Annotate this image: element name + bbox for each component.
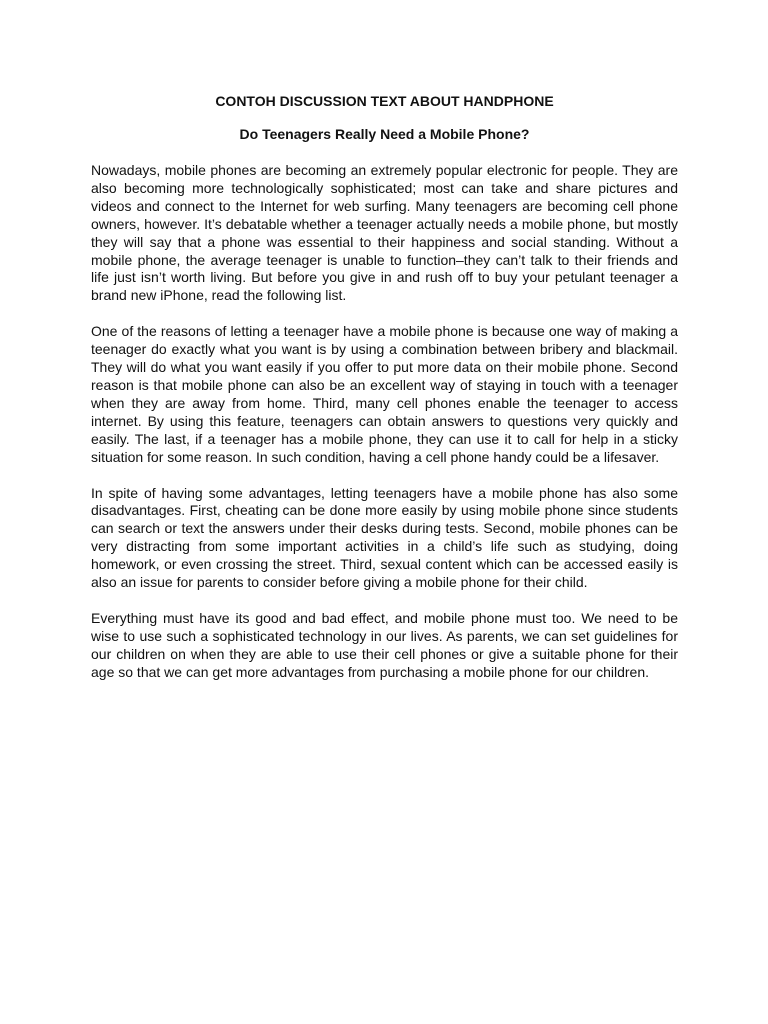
document-page [91, 92, 678, 682]
paragraph-conclusion: Everything must have its good and bad effect, and mobile phone must too. We need to be wise to use such a sophisticated technology in our lives. As parents, we can set guidelines for our children on when they are able to use their cell phones or give a suitable phone for their age so that we can get more advantages from purchasing a mobile phone for our children. [91, 609, 678, 680]
paragraph-introduction: Nowadays, mobile phones are becoming an extremely popular electronic for people. They are also becoming more technologically sophisticated; most can take and share pictures and videos and connect to the Internet for web surfing. Many teenagers are becoming cell phone owners, however. It’s debatable whether a teenager actually needs a mobile phone, but mostly they will say that a phone was essential to their happiness and social standing. Without a mobile phone, the average teenager is unable to function–they can’t talk to their friends and life just isn’t worth living. But before you give in and rush off to buy your petulant teenager a brand new iPhone, read the following list. [91, 162, 678, 304]
document-subtitle: Do Teenagers Really Need a Mobile Phone? [239, 126, 530, 142]
paragraph-advantages: One of the reasons of letting a teenager have a mobile phone is because one way of making a teenager do exactly what you want is by using a combination between bribery and blackmail. They will do what you want easily if you offer to put more data on their mobile phone. Second reason is that mobile phone can also be an excellent way of staying in touch with a teenager when they are away from home. Third, many cell phones enable the teenager to access internet. By using this feature, teenagers can obtain answers to questions very quickly and easily. The last, if a teenager has a mobile phone, they can use it to call for help in a sticky situation for some reason. In such condition, having a cell phone handy could be a lifesaver. [91, 323, 678, 465]
document-title: CONTOH DISCUSSION TEXT ABOUT HANDPHONE [215, 93, 554, 109]
document-body [91, 162, 678, 682]
paragraph-disadvantages: In spite of having some advantages, letting teenagers have a mobile phone has also some disadvantages. First, cheating can be done more easily by using mobile phone since students can search or text the answers under their desks during tests. Second, mobile phones can be very distracting from some important activities in a child’s life such as studying, doing homework, or even crossing the street. Third, sexual content which can be accessed easily is also an issue for parents to consider before giving a mobile phone for their child. [91, 484, 678, 591]
